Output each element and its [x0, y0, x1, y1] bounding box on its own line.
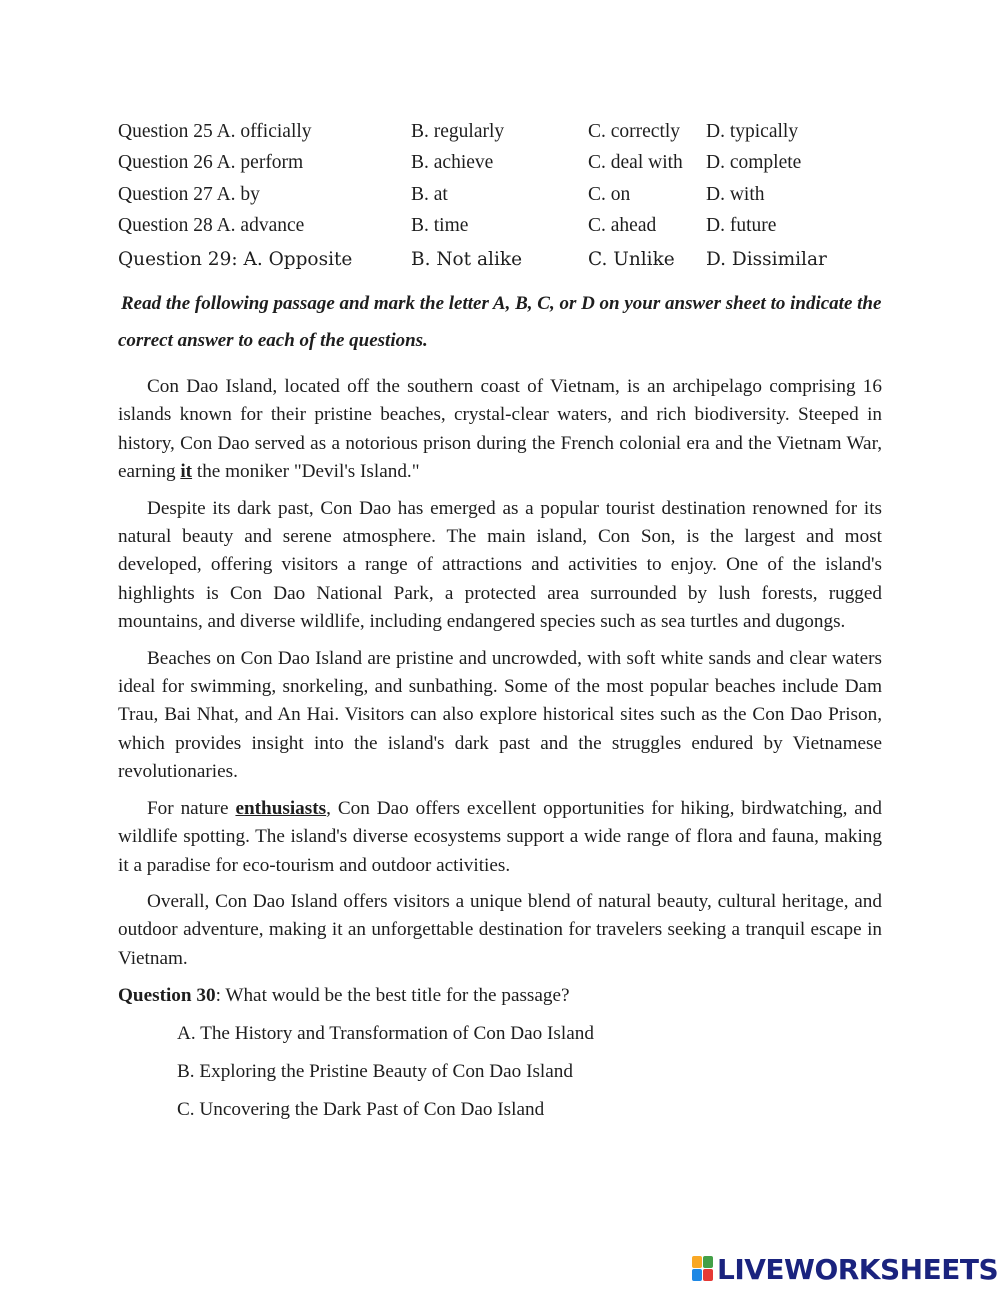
keyword-enthusiasts: enthusiasts: [235, 797, 327, 819]
paragraph-text: For nature: [147, 797, 236, 819]
question-25-b: B. regularly: [411, 120, 505, 142]
options-row: [118, 242, 827, 276]
options-row: [118, 148, 827, 180]
question-28-c: C. ahead: [588, 215, 657, 237]
question-25-a: Question 25 A. officially: [118, 120, 312, 142]
options-table: [118, 116, 827, 276]
liveworksheets-logo-icon: [692, 1256, 714, 1282]
paragraph-text: , Con Dao offers excellent opportunities for hiking, birdwatching, and wildlife spotting. The island's diverse ecosystems support a wide range of flora and fauna, making it a paradise for eco-tourism and outdoor activities.: [118, 797, 882, 876]
options-row: [118, 116, 827, 148]
question-25-d: D. typically: [706, 120, 799, 142]
question-25-c: C. correctly: [588, 120, 681, 142]
choice-c[interactable]: C. Uncovering the Dark Past of Con Dao Island: [177, 1099, 545, 1121]
choice-b[interactable]: B. Exploring the Pristine Beauty of Con Dao Island: [177, 1061, 573, 1083]
question-30: [118, 982, 882, 1010]
question-26-d: D. complete: [706, 152, 802, 174]
options-row: [118, 211, 827, 243]
question-30-label: Question 30: [118, 985, 216, 1007]
question-28-d: D. future: [706, 215, 777, 237]
question-27-a: Question 27 A. by: [118, 183, 260, 205]
reading-instruction: Read the following passage and mark the letter A, B, C, or D on your answer sheet to indicate the correct answer to each of the questions.: [118, 293, 882, 351]
question-27-b: B. at: [411, 183, 448, 205]
reading-passage: [118, 373, 882, 973]
question-28-a: Question 28 A. advance: [118, 215, 305, 237]
choice-a[interactable]: A. The History and Transformation of Con Dao Island: [177, 1023, 594, 1045]
liveworksheets-logo-text: LIVEWORKSHEETS: [717, 1252, 999, 1286]
worksheet-page: [118, 116, 882, 1124]
question-27-c: C. on: [588, 183, 631, 205]
question-27-d: D. with: [706, 183, 765, 205]
passage-paragraph-1: [118, 373, 882, 487]
passage-paragraph-3: Beaches on Con Dao Island are pristine and uncrowded, with soft white sands and clear waters ideal for swimming, snorkeling, and sunbathing. Some of the most popular beaches include Dam Trau, Bai Nhat, and An Hai. Visitors can also explore historical sites such as the Con Dao Prison, which provides insight into the island's dark past and the struggles endured by Vietnamese revolutionaries.: [118, 647, 882, 783]
keyword-it: it: [180, 461, 193, 483]
passage-paragraph-4: [118, 795, 882, 880]
paragraph-text: the moniker "Devil's Island.": [192, 461, 420, 483]
options-row: [118, 179, 827, 211]
passage-paragraph-5: Overall, Con Dao Island offers visitors a unique blend of natural beauty, cultural heritage, and outdoor adventure, making it an unforgettable destination for travelers seeking a tranquil escape in Vietnam.: [118, 890, 882, 969]
question-26-a: Question 26 A. perform: [118, 152, 304, 174]
question-29-d: D. Dissimilar: [706, 248, 827, 270]
question-28-b: B. time: [411, 215, 469, 237]
question-29-c: C. Unlike: [588, 248, 675, 270]
passage-paragraph-2: Despite its dark past, Con Dao has emerged as a popular tourist destination renowned for its natural beauty and serene atmosphere. The main island, Con Son, is the largest and most developed, offering visitors a range of attractions and activities to enjoy. One of the island's highlights is Con Dao National Park, a protected area surrounded by lush forests, rugged mountains, and diverse wildlife, including endangered species such as sea turtles and dugongs.: [118, 497, 882, 633]
question-26-b: B. achieve: [411, 152, 494, 174]
question-26-c: C. deal with: [588, 152, 683, 174]
question-30-text: : What would be the best title for the passage?: [215, 985, 570, 1007]
question-29-b: B. Not alike: [411, 248, 523, 270]
paragraph-text: Con Dao Island, located off the southern coast of Vietnam, is an archipelago comprising 16 islands known for their pristine beaches, crystal-clear waters, and rich biodiversity. Steeped in history, Con Dao served as a notorious prison during the French colonial era and the Vietnam War, earning: [118, 376, 882, 483]
liveworksheets-logo: [692, 1254, 998, 1284]
question-29-a: Question 29: A. Opposite: [118, 248, 353, 270]
